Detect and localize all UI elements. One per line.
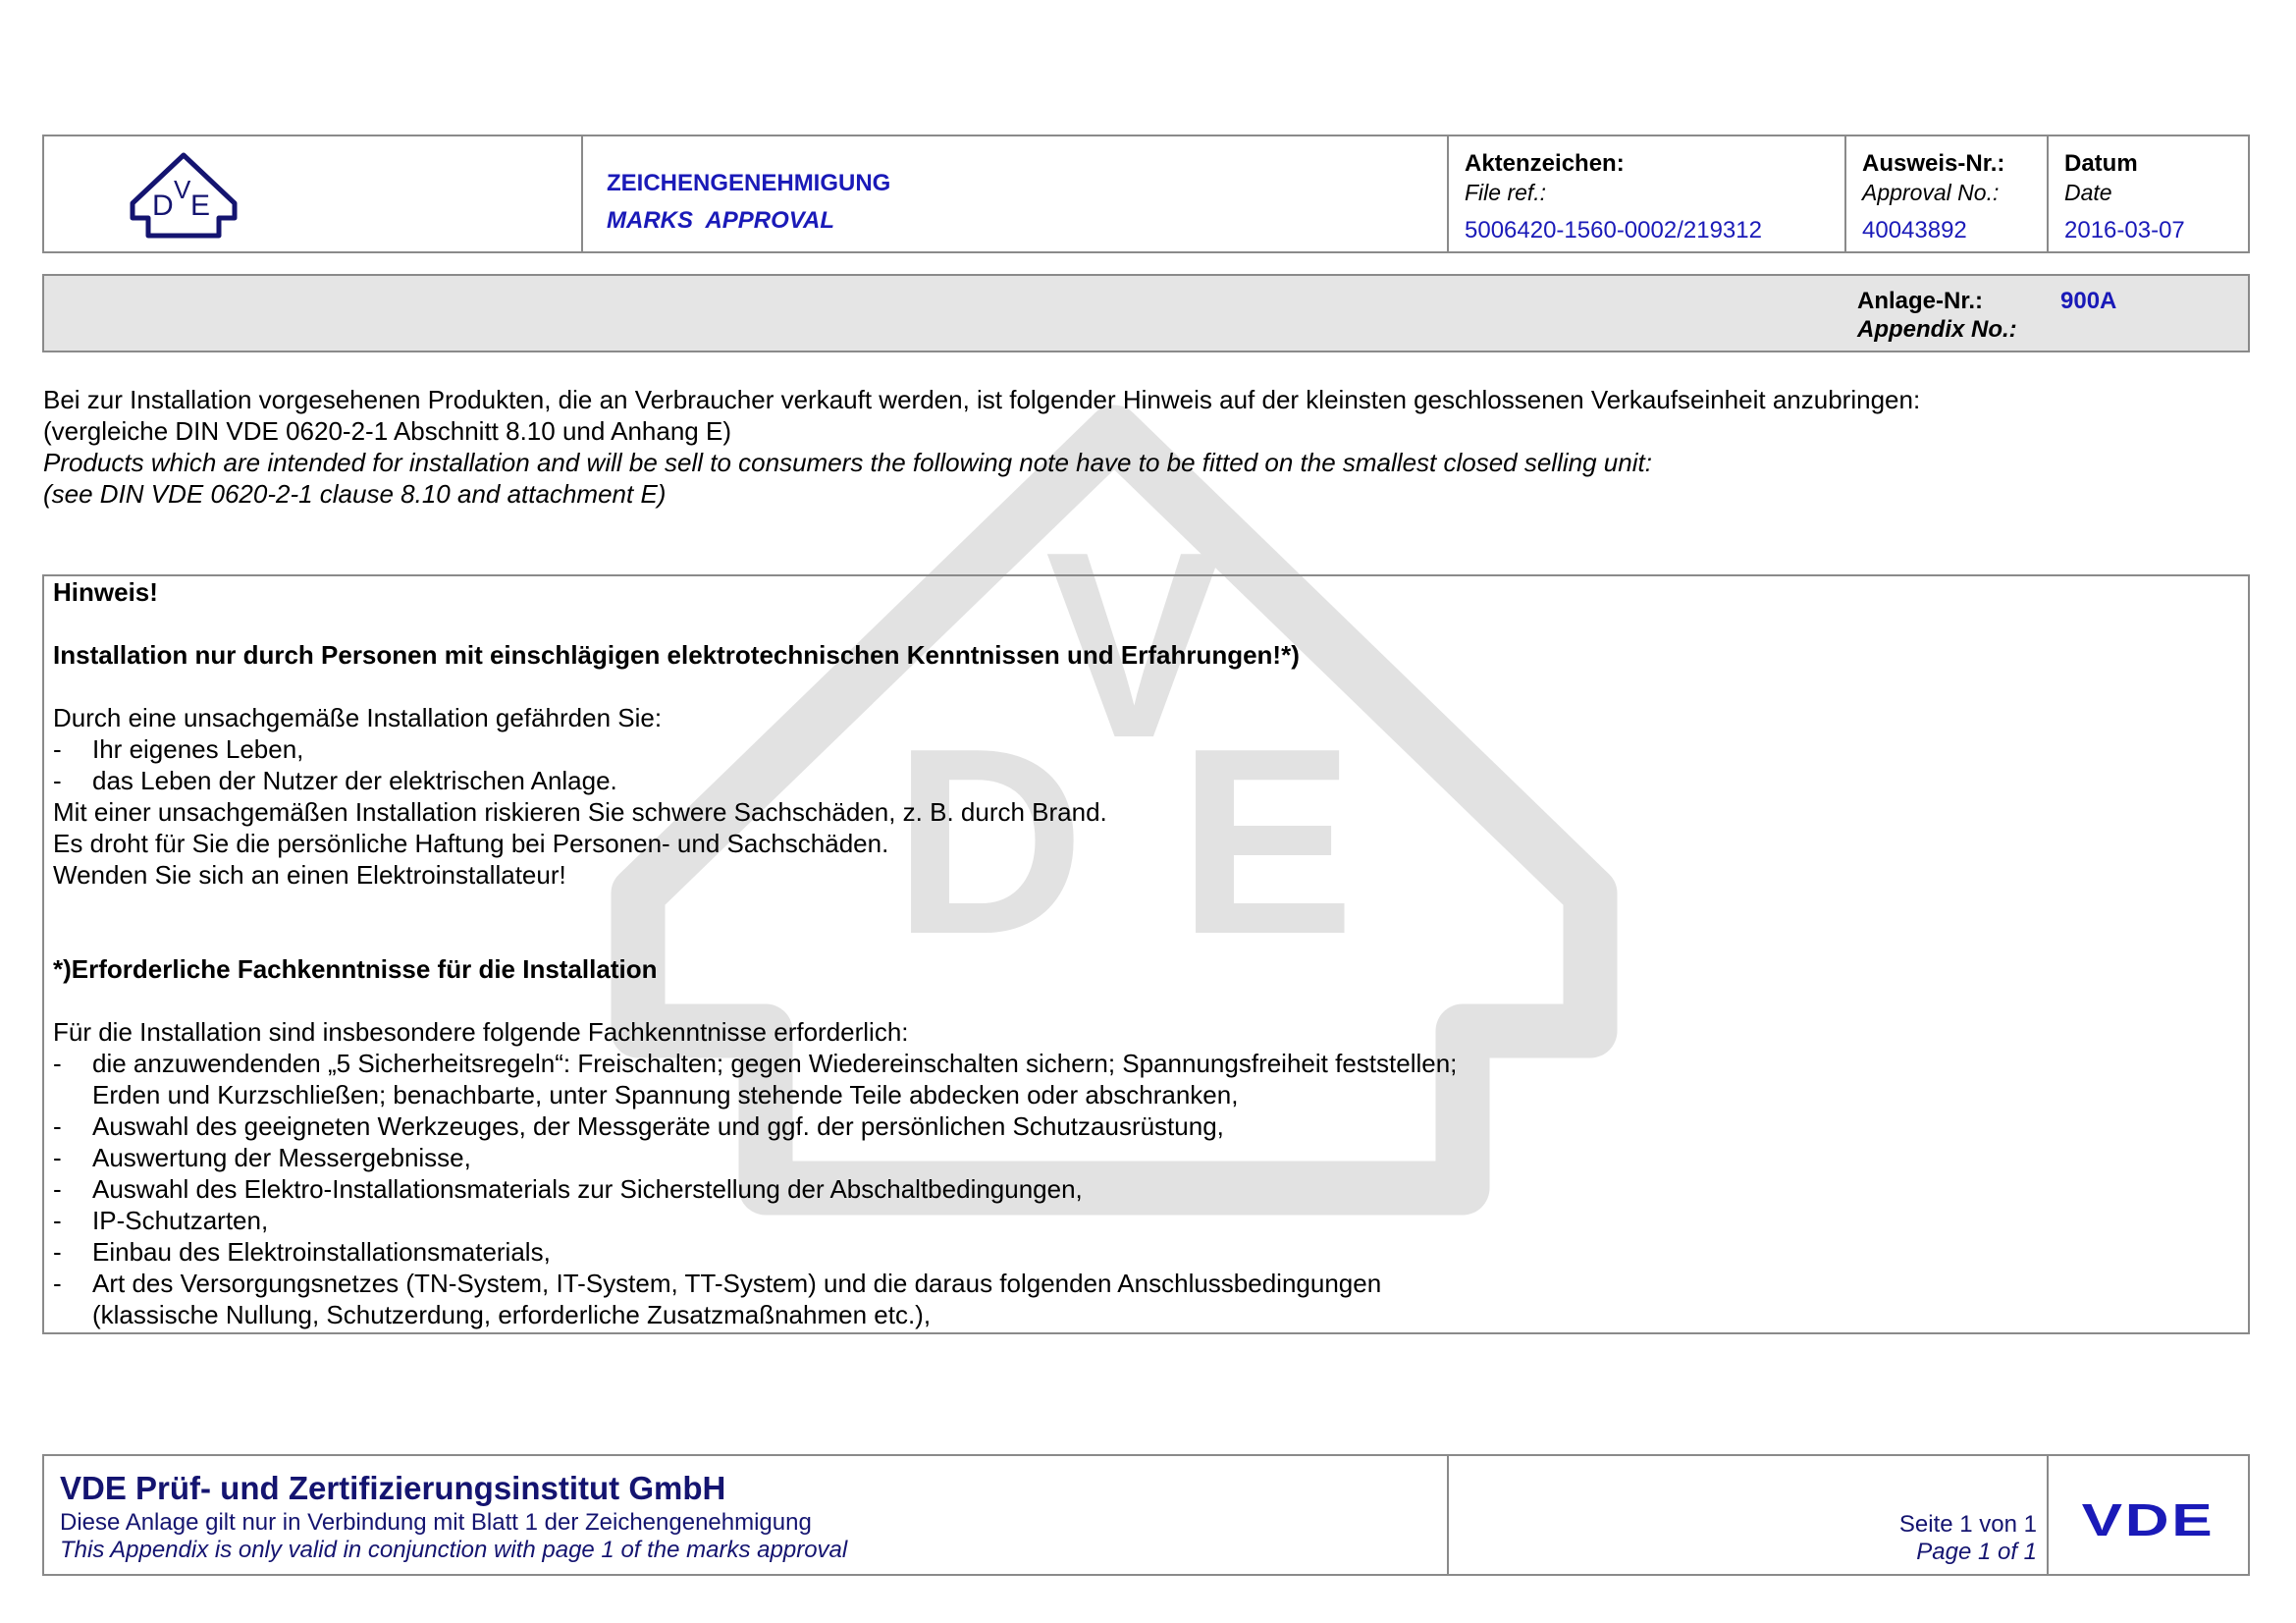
svg-text:D: D — [893, 694, 1085, 990]
danger-intro: Durch eine unsachgemäße Installation gefährden Sie: — [53, 703, 663, 732]
intro-line-2: (vergleiche DIN VDE 0620-2-1 Abschnitt 8.10 und Anhang E) — [43, 416, 731, 446]
approval-cell — [1844, 136, 2047, 251]
list-item — [53, 733, 1457, 765]
list-dash: - — [53, 1269, 62, 1298]
footer-note-de: Diese Anlage gilt nur in Verbindung mit Blatt 1 der Zeichengenehmigung — [60, 1509, 812, 1536]
risk-line: Mit einer unsachgemäßen Installation riskieren Sie schwere Sachschäden, z. B. durch Brand. — [53, 797, 1107, 827]
footer-company-cell — [44, 1456, 1447, 1574]
danger-item: Ihr eigenes Leben, — [92, 734, 304, 764]
list-dash: - — [53, 1111, 62, 1141]
appendix-value: 900A — [2060, 288, 2117, 314]
approval-label-en: Approval No.: — [1862, 180, 2000, 205]
date-label-en: Date — [2064, 180, 2112, 205]
footer-page-cell — [1447, 1456, 2047, 1574]
intro-line-4: (see DIN VDE 0620-2-1 clause 8.10 and attachment E) — [43, 479, 667, 509]
title-en: MARKS APPROVAL — [607, 207, 835, 234]
file-ref-value: 5006420-1560-0002/219312 — [1465, 217, 1762, 243]
file-ref-label: Aktenzeichen: — [1465, 150, 1625, 177]
footer-table — [42, 1454, 2250, 1576]
appendix-bar — [42, 274, 2250, 352]
contact-line: Wenden Sie sich an einen Elektroinstallateur! — [53, 860, 566, 890]
list-dash: - — [53, 1174, 62, 1204]
header-table — [42, 135, 2250, 253]
approval-value: 40043892 — [1862, 217, 1967, 243]
danger-item: das Leben der Nutzer der elektrischen Anlage. — [92, 766, 617, 795]
file-ref-cell — [1447, 136, 1844, 251]
skill-item: Auswahl des Elektro-Installationsmaterials zur Sicherstellung der Abschaltbedingungen, — [92, 1174, 1083, 1204]
skill-item: Einbau des Elektroinstallationsmaterials, — [92, 1237, 551, 1267]
svg-text:E: E — [190, 189, 211, 222]
list-item — [53, 1048, 1457, 1079]
skills-heading: *)Erforderliche Fachkenntnisse für die Installation — [53, 954, 658, 984]
date-cell — [2047, 136, 2248, 251]
header-title-cell — [581, 136, 1447, 251]
list-item — [53, 1142, 1457, 1173]
date-label: Datum — [2064, 150, 2138, 177]
list-item — [53, 1173, 1457, 1205]
svg-text:E: E — [1178, 694, 1356, 990]
list-dash: - — [53, 766, 62, 795]
skill-item: Art des Versorgungsnetzes (TN-System, IT-System, TT-System) und die daraus folgenden Anschlussbedingungen — [92, 1269, 1382, 1298]
list-item — [53, 1268, 1457, 1299]
svg-text:D: D — [152, 189, 174, 222]
skill-item: Auswahl des geeigneten Werkzeuges, der Messgeräte und ggf. der persönlichen Schutzausrüstung, — [92, 1111, 1224, 1141]
approval-label: Ausweis-Nr.: — [1862, 150, 2005, 177]
title-de: ZEICHENGENEHMIGUNG — [607, 170, 891, 196]
file-ref-label-en: File ref.: — [1465, 180, 1547, 205]
skills-intro: Für die Installation sind insbesondere folgende Fachkenntnisse erforderlich: — [53, 1017, 909, 1047]
list-item — [53, 1236, 1457, 1268]
skill-item: Auswertung der Messergebnisse, — [92, 1143, 471, 1172]
page-number-en: Page 1 of 1 — [1916, 1539, 2037, 1565]
skill-item: IP-Schutzarten, — [92, 1206, 269, 1235]
list-item — [53, 1205, 1457, 1236]
page-number-de: Seite 1 von 1 — [1898, 1511, 2037, 1538]
appendix-label-en: Appendix No.: — [1857, 316, 2017, 343]
list-dash: - — [53, 1143, 62, 1172]
vde-logo-icon — [123, 149, 245, 243]
skill-item-continuation: (klassische Nullung, Schutzerdung, erforderliche Zusatzmaßnahmen etc.), — [92, 1300, 932, 1329]
footer-note-en: This Appendix is only valid in conjunction with page 1 of the marks approval — [60, 1537, 848, 1563]
list-item — [53, 1110, 1457, 1142]
notice-warning: Installation nur durch Personen mit einschlägigen elektrotechnischen Kenntnissen und Erfahrungen!*) — [53, 640, 1300, 670]
svg-text:V: V — [174, 175, 191, 204]
svg-text:V: V — [1045, 498, 1223, 793]
list-item — [53, 765, 1457, 796]
list-dash: - — [53, 1049, 62, 1078]
footer-logo-cell — [2047, 1456, 2248, 1574]
date-value: 2016-03-07 — [2064, 217, 2185, 243]
list-dash: - — [53, 1206, 62, 1235]
vde-brand-logo: VDE — [2081, 1494, 2216, 1545]
intro-line-3: Products which are intended for installation and will be sell to consumers the following note have to be fitted on the smallest closed selling unit: — [43, 448, 1652, 477]
appendix-label: Anlage-Nr.: — [1857, 288, 1984, 314]
liability-line: Es droht für Sie die persönliche Haftung bei Personen- und Sachschäden. — [53, 829, 889, 858]
notice-heading: Hinweis! — [53, 577, 158, 607]
skill-item-continuation: Erden und Kurzschließen; benachbarte, unter Spannung stehende Teile abdecken oder abschranken, — [92, 1080, 1239, 1109]
skill-item: die anzuwendenden „5 Sicherheitsregeln“: Freischalten; gegen Wiedereinschalten sichern; Spannungsfreiheit feststellen; — [92, 1049, 1458, 1078]
notice-box — [42, 574, 2250, 1334]
intro-line-1: Bei zur Installation vorgesehenen Produkten, die an Verbraucher verkauft werden, ist folgender Hinweis auf der kleinsten geschlossenen Verkaufseinheit anzubringen: — [43, 385, 1921, 414]
intro-text — [43, 384, 1920, 510]
company-name: VDE Prüf- und Zertifizierungsinstitut GmbH — [60, 1470, 726, 1506]
list-dash: - — [53, 1237, 62, 1267]
list-dash: - — [53, 734, 62, 764]
